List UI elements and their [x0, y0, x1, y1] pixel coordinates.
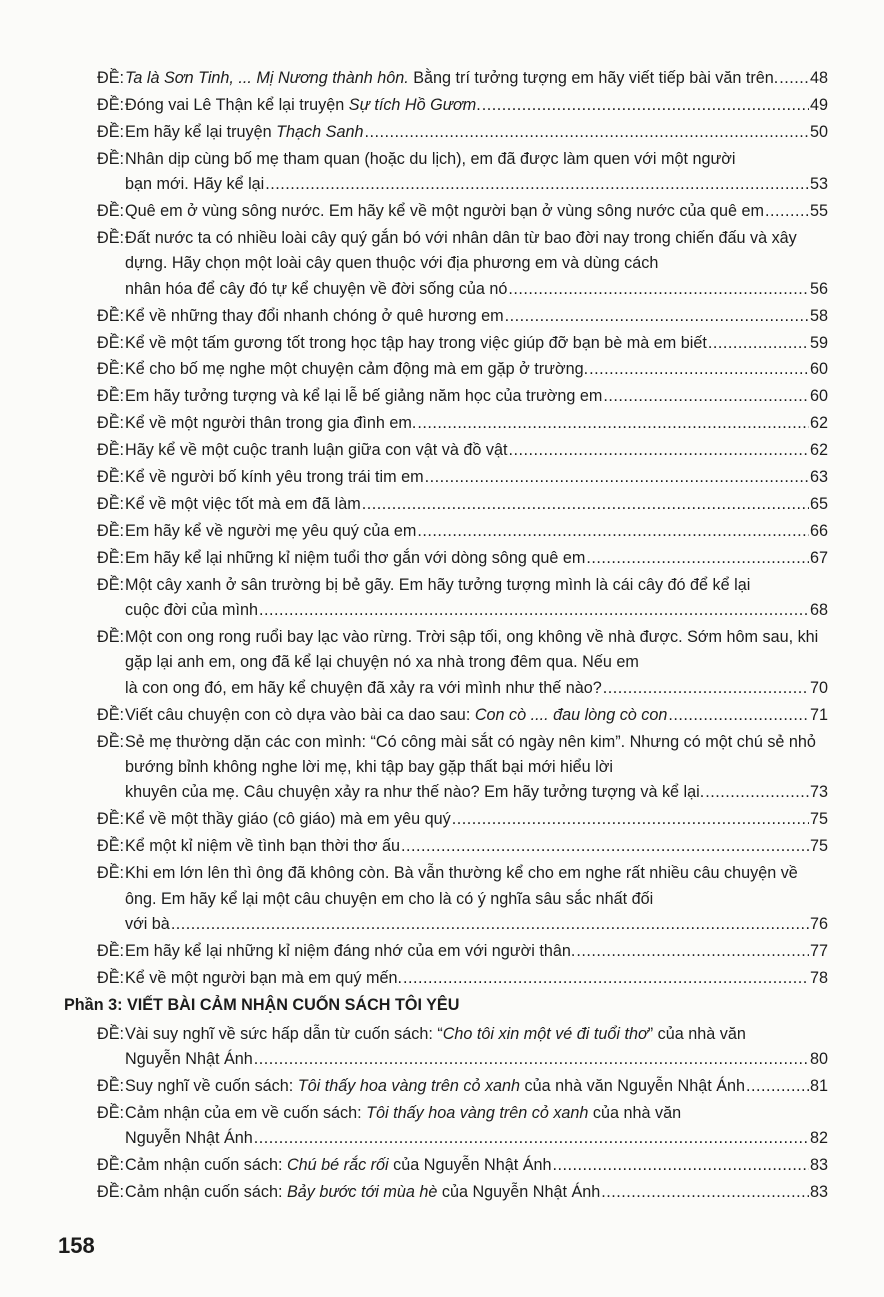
entry-label: ĐỀ: — [97, 548, 124, 567]
dot-leader — [171, 912, 809, 937]
entry-page-number: 62 — [809, 414, 828, 433]
entry-page-number: 60 — [809, 387, 828, 406]
entry-text: Cảm nhận của em về cuốn sách: — [125, 1103, 367, 1122]
entry-text: Viết câu chuyện con cò dựa vào bài ca dao sau: — [125, 705, 475, 724]
entry-label: ĐỀ: — [97, 968, 124, 987]
entry-text-wrap — [125, 703, 667, 728]
entry-page-number: 81 — [809, 1076, 828, 1095]
toc-entry[interactable] — [64, 1180, 828, 1205]
entry-last-line — [125, 780, 828, 805]
entry-text-wrap — [125, 1153, 552, 1178]
entry-page-number: 83 — [809, 1156, 828, 1175]
entry-text: Cảm nhận cuốn sách: — [125, 1156, 287, 1175]
entry-last-line — [125, 912, 828, 937]
entry-label: ĐỀ: — [97, 864, 124, 883]
entry-page-number: 67 — [809, 548, 828, 567]
entry-text: Kể về một việc tốt mà em đã làm — [125, 495, 361, 513]
entry-text: Kể về một thầy giáo (cô giáo) mà em yêu quý — [125, 810, 451, 829]
toc-entry[interactable] — [64, 492, 828, 517]
entry-last-line — [125, 331, 828, 356]
entry-last-line — [125, 438, 828, 463]
entry-page-number: 70 — [809, 678, 828, 697]
dot-leader — [603, 384, 809, 409]
entry-page-number: 60 — [809, 360, 828, 379]
entry-label: ĐỀ: — [97, 333, 124, 352]
toc-entry[interactable] — [64, 465, 828, 490]
dot-leader — [668, 703, 809, 728]
toc-entry[interactable] — [64, 1022, 828, 1073]
entry-label: ĐỀ: — [97, 1103, 124, 1122]
entry-label: ĐỀ: — [97, 1076, 124, 1095]
toc-entry[interactable] — [64, 1153, 828, 1178]
entry-text: của nhà văn Nguyễn Nhật Ánh — [520, 1076, 746, 1095]
entry-page-number: 55 — [809, 202, 828, 221]
entry-label: ĐỀ: — [97, 387, 124, 406]
entry-text: Đóng vai Lê Thận kể lại truyện — [125, 95, 349, 114]
dot-leader — [417, 411, 809, 436]
toc-entry[interactable] — [64, 120, 828, 145]
entry-label: ĐỀ: — [97, 628, 124, 647]
entry-text-wrap — [125, 172, 264, 197]
entry-text-wrap — [125, 676, 602, 701]
entry-text: với bà — [125, 915, 170, 933]
entry-text-wrap — [125, 384, 602, 409]
entry-text: của Nguyễn Nhật Ánh — [388, 1156, 552, 1175]
dot-leader — [705, 780, 809, 805]
italic-title: Thạch Sanh — [276, 122, 364, 141]
entry-last-line — [125, 834, 828, 859]
dot-leader — [505, 304, 809, 329]
toc-entry[interactable] — [64, 730, 828, 806]
section-heading-part3: Phần 3: VIẾT BÀI CẢM NHẬN CUỐN SÁCH TÔI YÊU — [64, 996, 460, 1015]
entry-text: của Nguyễn Nhật Ánh — [437, 1183, 601, 1202]
entry-last-line — [125, 1180, 828, 1205]
entry-text-wrap — [125, 120, 363, 145]
entry-last-line — [125, 966, 828, 991]
entry-text: Em hãy tưởng tượng và kể lại lễ bế giảng năm học của trường em — [125, 387, 603, 406]
entry-text-wrap — [125, 519, 416, 544]
entry-text-lead: Đất nước ta có nhiều loài cây quý gắn bó với nhân dân từ bao đời nay trong chiến đấu và xây dựng. Hãy chọn một loài cây quen thuộc với địa phương em và dùng cách — [125, 228, 797, 273]
entry-label: ĐỀ: — [97, 202, 124, 221]
entry-page-number: 83 — [809, 1183, 828, 1202]
entry-page-number: 66 — [809, 521, 828, 540]
entry-last-line — [125, 807, 828, 832]
entry-label: ĐỀ: — [97, 306, 124, 325]
entry-last-line — [125, 411, 828, 436]
entry-text-lead: Nhân dịp cùng bố mẹ tham quan (hoặc du lịch), em đã được làm quen với một người — [125, 149, 736, 168]
entry-text-wrap — [125, 1047, 253, 1072]
entry-label: ĐỀ: — [97, 1024, 124, 1043]
toc-entry[interactable] — [64, 357, 828, 382]
dot-leader — [603, 676, 809, 701]
entry-label: ĐỀ: — [97, 810, 124, 829]
entry-page-number: 75 — [809, 810, 828, 829]
entry-label: ĐỀ: — [97, 360, 124, 379]
dot-leader — [259, 598, 809, 623]
italic-title: Ta là Sơn Tinh, ... Mị Nương thành hôn. — [125, 69, 409, 87]
toc-entry[interactable] — [64, 703, 828, 728]
dot-leader — [746, 1074, 809, 1099]
toc-entry[interactable] — [64, 331, 828, 356]
entry-label: ĐỀ: — [97, 149, 124, 168]
entry-text-wrap — [125, 1074, 745, 1099]
toc-entry[interactable] — [64, 939, 828, 964]
entry-text-wrap — [125, 1126, 253, 1151]
entry-label: ĐỀ: — [97, 705, 124, 724]
entry-text: Suy nghĩ về cuốn sách: — [125, 1076, 298, 1095]
toc-entry[interactable] — [64, 834, 828, 859]
dot-leader — [254, 1047, 809, 1072]
dot-leader — [576, 939, 809, 964]
entry-label: ĐỀ: — [97, 495, 124, 513]
entry-page-number: 71 — [809, 705, 828, 724]
toc-entry[interactable] — [64, 1074, 828, 1099]
entry-page-number: 68 — [809, 601, 828, 620]
entry-page-number: 58 — [809, 306, 828, 325]
entry-last-line — [125, 120, 828, 145]
dot-leader — [425, 465, 809, 490]
entry-text-lead: Một con ong rong ruổi bay lạc vào rừng. Trời sập tối, ong không về nhà được. Sớm hôm sau, khi gặp lại anh em, ong đã kể lại chuyện nó xa nhà trong đêm qua. Nếu em — [125, 628, 819, 672]
dot-leader — [589, 357, 809, 382]
entry-last-line — [125, 598, 828, 623]
dot-leader — [452, 807, 809, 832]
entry-text: Kể về những thay đổi nhanh chóng ở quê hương em — [125, 306, 504, 325]
entry-text: Quê em ở vùng sông nước. Em hãy kể về một người bạn ở vùng sông nước của quê em — [125, 202, 764, 221]
toc-entry[interactable] — [64, 573, 828, 624]
toc-entry[interactable] — [64, 226, 828, 302]
entry-text-wrap — [125, 546, 585, 571]
entry-text-wrap — [125, 912, 170, 937]
italic-title: Sự tích Hồ Gươm — [348, 95, 477, 114]
entry-last-line — [125, 492, 828, 517]
italic-title: Tôi thấy hoa vàng trên cỏ xanh — [297, 1076, 521, 1095]
dot-leader — [601, 1180, 809, 1205]
entry-label: ĐỀ: — [97, 69, 124, 87]
page-number: 158 — [58, 1233, 95, 1258]
toc-entry[interactable] — [64, 807, 828, 832]
entry-text: khuyên của mẹ. Câu chuyện xảy ra như thế nào? Em hãy tưởng tượng và kể lại. — [125, 783, 705, 802]
entry-text-wrap — [125, 199, 764, 224]
toc-entry[interactable] — [64, 519, 828, 544]
entry-text: Em hãy kể lại những kỉ niệm tuổi thơ gắn với dòng sông quê em — [125, 548, 586, 567]
entry-last-line — [125, 465, 828, 490]
entry-label: ĐỀ: — [97, 521, 124, 540]
entry-text: Kể một kỉ niệm về tình bạn thời thơ ấu — [125, 837, 400, 856]
entry-text: Em hãy kể lại truyện — [125, 122, 277, 141]
entry-last-line — [125, 703, 828, 728]
italic-title: Chú bé rắc rối — [286, 1156, 389, 1175]
entry-text-wrap — [125, 304, 504, 329]
entry-text-wrap — [125, 66, 778, 91]
entry-text: Nguyễn Nhật Ánh — [125, 1129, 253, 1148]
entry-page-number: 49 — [809, 95, 828, 114]
dot-leader — [403, 966, 809, 991]
entry-page-number: 53 — [809, 175, 828, 194]
dot-leader — [482, 93, 809, 118]
entry-page-number: 65 — [809, 495, 828, 513]
entry-last-line — [125, 546, 828, 571]
entry-page-number: 59 — [809, 333, 828, 352]
entry-text-wrap — [125, 598, 258, 623]
dot-leader — [779, 66, 809, 91]
toc-entry[interactable] — [64, 199, 828, 224]
dot-leader — [401, 834, 809, 859]
entry-last-line — [125, 1153, 828, 1178]
entry-label: ĐỀ: — [97, 414, 124, 433]
entry-text-wrap — [125, 93, 481, 118]
dot-leader — [265, 172, 809, 197]
toc-entry[interactable] — [64, 966, 828, 991]
entry-page-number: 80 — [809, 1050, 828, 1069]
entry-label: ĐỀ: — [97, 441, 124, 460]
entry-last-line — [125, 384, 828, 409]
toc-entry[interactable] — [64, 411, 828, 436]
entry-text-lead: Sẻ mẹ thường dặn các con mình: “Có công mài sắt có ngày nên kim”. Nhưng có một chú sẻ nhỏ bướng bỉnh không nghe lời mẹ, khi tập bay gặp thất bại mới hiểu lời — [125, 732, 816, 777]
entry-page-number: 75 — [809, 837, 828, 856]
entry-text-wrap — [125, 1180, 600, 1205]
entry-text-lead: Một cây xanh ở sân trường bị bẻ gãy. Em hãy tưởng tượng mình là cái cây đó để kể lại — [125, 575, 751, 594]
entry-text: Nguyễn Nhật Ánh — [125, 1050, 253, 1069]
entry-text: Kể về người bố kính yêu trong trái tim em — [125, 468, 424, 487]
entry-label: ĐỀ: — [97, 228, 124, 247]
toc-entry[interactable] — [64, 93, 828, 118]
toc-entry[interactable] — [64, 384, 828, 409]
dot-leader — [765, 199, 809, 224]
entry-last-line — [125, 304, 828, 329]
toc-entry[interactable] — [64, 861, 828, 937]
entry-last-line — [125, 66, 828, 91]
entry-page-number: 62 — [809, 441, 828, 460]
entry-last-line — [125, 519, 828, 544]
entry-text-wrap — [125, 331, 707, 356]
entry-text-wrap — [125, 492, 361, 517]
dot-leader — [586, 546, 809, 571]
entry-last-line — [125, 172, 828, 197]
entry-text-wrap — [125, 966, 402, 991]
entry-text-wrap — [125, 780, 704, 805]
entry-last-line — [125, 676, 828, 701]
table-of-contents — [64, 66, 828, 1207]
entry-page-number: 48 — [809, 69, 828, 87]
entry-text: Bằng trí tưởng tượng em hãy viết tiếp bài văn trên. — [408, 69, 779, 87]
italic-title: Con cò .... đau lòng cò con — [474, 705, 668, 724]
entry-page-number: 50 — [809, 122, 828, 141]
book-title: Tôi thấy hoa vàng trên cỏ xanh — [366, 1103, 589, 1122]
dot-leader — [364, 120, 809, 145]
entry-text: nhân hóa để cây đó tự kể chuyện về đời sống của nó — [125, 279, 508, 298]
entry-text: Cảm nhận cuốn sách: — [125, 1183, 287, 1202]
entry-text-wrap — [125, 807, 451, 832]
entry-text-lead — [125, 1022, 828, 1047]
toc-entry[interactable] — [64, 546, 828, 571]
entry-last-line — [125, 199, 828, 224]
dot-leader — [508, 438, 809, 463]
entry-text: là con ong đó, em hãy kể chuyện đã xảy ra với mình như thế nào? — [125, 678, 602, 697]
entry-label: ĐỀ: — [97, 1156, 124, 1175]
entry-text: Kể về một người thân trong gia đình em. — [125, 414, 417, 433]
entry-text: Vài suy nghĩ về sức hấp dẫn từ cuốn sách: “ — [125, 1024, 443, 1043]
entry-text-lead — [125, 1101, 828, 1126]
toc-entry[interactable] — [64, 438, 828, 463]
toc-entry[interactable] — [64, 304, 828, 329]
book-title: Cho tôi xin một vé đi tuổi thơ — [442, 1024, 648, 1043]
entry-text-wrap — [125, 357, 588, 382]
entry-page-number: 63 — [809, 468, 828, 487]
entry-text: bạn mới. Hãy kể lại — [125, 175, 265, 194]
entry-label: ĐỀ: — [97, 468, 124, 487]
entry-label: ĐỀ: — [97, 122, 124, 141]
entry-page-number: 82 — [809, 1129, 828, 1148]
entry-label: ĐỀ: — [97, 1183, 124, 1202]
entry-text-lead: Khi em lớn lên thì ông đã không còn. Bà vẫn thường kể cho em nghe rất nhiều câu chuyện về ông. Em hãy kể lại một câu chuyện em cho là có ý nghĩa sâu sắc nhất đối — [125, 864, 798, 908]
dot-leader — [254, 1126, 809, 1151]
entry-label: ĐỀ: — [97, 95, 124, 114]
entry-text-wrap — [125, 834, 400, 859]
entry-label: ĐỀ: — [97, 941, 124, 960]
entry-text: Kể về một người bạn mà em quý mến. — [125, 968, 402, 987]
entry-text: của nhà văn — [588, 1103, 682, 1122]
dot-leader — [362, 492, 809, 517]
entry-text: cuộc đời của mình — [125, 601, 258, 620]
entry-text: ” của nhà văn — [647, 1024, 746, 1043]
toc-entry[interactable] — [64, 66, 828, 91]
toc-entry[interactable] — [64, 625, 828, 701]
entry-text: Hãy kể về một cuộc tranh luận giữa con vật và đồ vật — [125, 441, 508, 460]
dot-leader — [708, 331, 809, 356]
dot-leader — [417, 519, 809, 544]
entry-page-number: 77 — [809, 941, 828, 960]
entry-text: . — [476, 95, 481, 114]
entry-last-line — [125, 277, 828, 302]
entry-label: ĐỀ: — [97, 732, 124, 751]
entry-text-wrap — [125, 277, 507, 302]
entry-last-line — [125, 93, 828, 118]
entry-text-wrap — [125, 438, 507, 463]
entry-page-number: 78 — [809, 968, 828, 987]
entry-text: Kể cho bố mẹ nghe một chuyện cảm động mà em gặp ở trường. — [125, 360, 589, 379]
entry-text-wrap — [125, 465, 424, 490]
entry-text-wrap — [125, 411, 416, 436]
entry-text: Em hãy kể lại những kỉ niệm đáng nhớ của em với người thân. — [125, 941, 576, 960]
entry-label: ĐỀ: — [97, 575, 124, 594]
entry-last-line — [125, 1047, 828, 1072]
entry-last-line — [125, 939, 828, 964]
toc-entry[interactable] — [64, 1101, 828, 1152]
entry-label: ĐỀ: — [97, 837, 124, 856]
dot-leader — [553, 1153, 809, 1178]
entry-page-number: 56 — [809, 279, 828, 298]
dot-leader — [508, 277, 809, 302]
entry-page-number: 76 — [809, 915, 828, 933]
toc-entry[interactable] — [64, 147, 828, 198]
entry-last-line — [125, 1126, 828, 1151]
italic-title: Bảy bước tới mùa hè — [286, 1183, 438, 1202]
entry-page-number: 73 — [809, 783, 828, 802]
entry-last-line — [125, 357, 828, 382]
entry-text: Em hãy kể về người mẹ yêu quý của em — [125, 521, 417, 540]
entry-text-wrap — [125, 939, 575, 964]
entry-text: Kể về một tấm gương tốt trong học tập hay trong việc giúp đỡ bạn bè mà em biết — [125, 333, 707, 352]
entry-last-line — [125, 1074, 828, 1099]
